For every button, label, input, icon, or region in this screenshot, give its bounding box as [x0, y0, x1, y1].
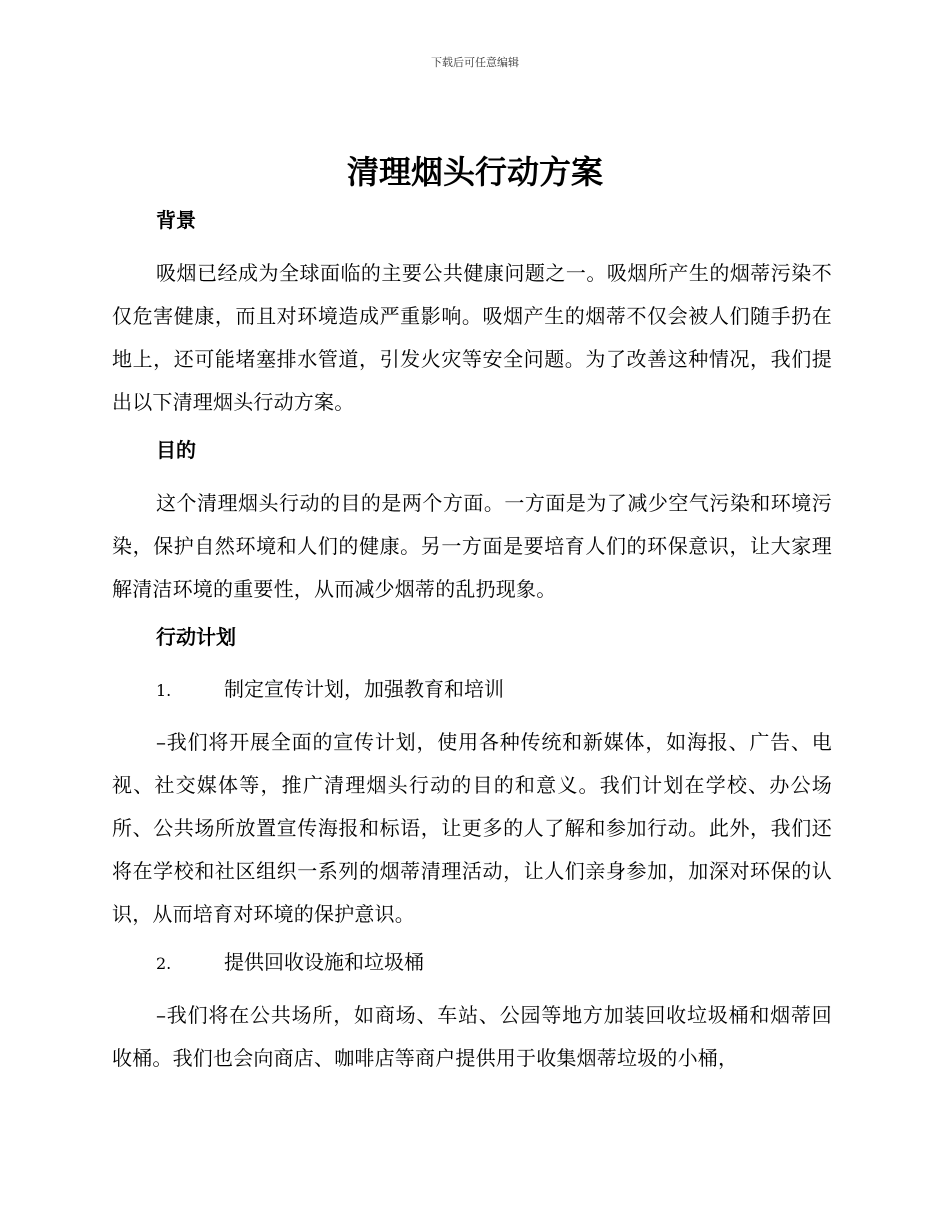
purpose-paragraph: 这个清理烟头行动的目的是两个方面。一方面是为了减少空气污染和环境污染，保护自然环境和人们的健康。另一方面是要培育人们的环保意识，让大家理解清洁环境的重要性，从而减少烟蒂的乱扔现象。 [112, 491, 832, 601]
plan-item-2 [112, 942, 832, 982]
section-heading-plan: 行动计划 [156, 625, 236, 649]
plan-item-1-paragraph: –我们将开展全面的宣传计划，使用各种传统和新媒体，如海报、广告、电视、社交媒体等，推广清理烟头行动的目的和意义。我们计划在学校、办公场所、公共场所放置宣传海报和标语，让更多的人了解和参加行动。此外，我们还将在学校和社区组织一系列的烟蒂清理活动，让人们亲身参加，加深对环保的认识，从而培育对环境的保护意识。 [112, 730, 832, 926]
document-title: 清理烟头行动方案 [346, 153, 603, 191]
section-heading-background: 背景 [156, 208, 196, 232]
plan-item-1 [112, 669, 832, 709]
plan-item-number: 2. [156, 954, 172, 973]
plan-item-title: 制定宣传计划，加强教育和培训 [224, 677, 504, 701]
document-body [112, 200, 832, 1080]
plan-item-2-paragraph: –我们将在公共场所，如商场、车站、公园等地方加装回收垃圾桶和烟蒂回收桶。我们也会向商店、咖啡店等商户提供用于收集烟蒂垃圾的小桶， [112, 1003, 832, 1070]
section-heading-purpose: 目的 [156, 438, 196, 462]
header-note: 下载后可任意编辑 [431, 56, 519, 69]
background-paragraph: 吸烟已经成为全球面临的主要公共健康问题之一。吸烟所产生的烟蒂污染不仅危害健康，而且对环境造成严重影响。吸烟产生的烟蒂不仅会被人们随手扔在地上，还可能堵塞排水管道，引发火灾等安全问题。为了改善这种情况，我们提出以下清理烟头行动方案。 [112, 261, 832, 414]
plan-item-number: 1. [156, 681, 172, 700]
plan-item-title: 提供回收设施和垃圾桶 [224, 950, 424, 974]
